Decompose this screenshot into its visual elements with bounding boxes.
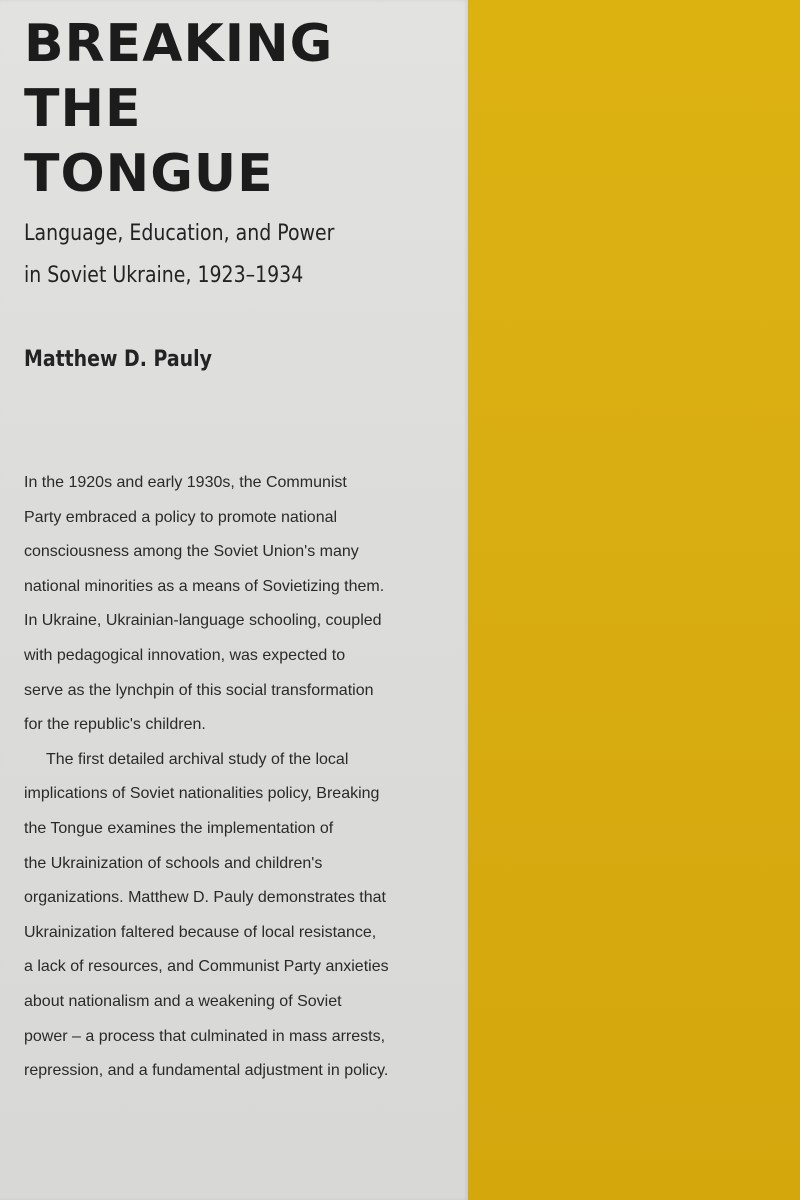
description-line: the Tongue examines the implementation of <box>24 819 334 837</box>
description-paragraph-2 <box>24 743 464 1089</box>
description-line: power – a process that culminated in mass arrests, <box>24 1027 386 1045</box>
description-line: Party embraced a policy to promote national <box>24 508 338 526</box>
description-line: implications of Soviet nationalities policy, Breaking <box>24 785 380 803</box>
description-line: In Ukraine, Ukrainian-language schooling, coupled <box>24 612 382 630</box>
author-name: Matthew D. Pauly <box>24 347 212 372</box>
description-line: about nationalism and a weakening of Soviet <box>24 992 342 1010</box>
description-line: national minorities as a means of Sovietizing them. <box>24 577 385 595</box>
description-line: Ukrainization faltered because of local resistance, <box>24 923 377 941</box>
description-line: with pedagogical innovation, was expected to <box>24 646 346 664</box>
book-title <box>24 12 333 207</box>
title-line: THE <box>24 79 142 139</box>
description-line: for the republic's children. <box>24 716 206 734</box>
description-line: repression, and a fundamental adjustment in policy. <box>24 1062 389 1080</box>
description-line: consciousness among the Soviet Union's many <box>24 543 359 561</box>
book-subtitle <box>24 213 334 297</box>
description-line: In the 1920s and early 1930s, the Communist <box>24 474 347 491</box>
subtitle-line: Language, Education, and Power <box>24 221 335 246</box>
description-line: serve as the lynchpin of this social transformation <box>24 681 374 699</box>
description-line: the Ukrainization of schools and children's <box>24 854 323 872</box>
title-line: BREAKING <box>24 14 334 74</box>
subtitle-line: in Soviet Ukraine, 1923–1934 <box>24 263 304 288</box>
description-paragraph-1 <box>24 466 464 743</box>
yellow-spine-panel <box>468 0 800 1200</box>
description-line: The first detailed archival study of the local <box>46 750 349 768</box>
description-line: a lack of resources, and Communist Party anxieties <box>24 958 389 976</box>
book-description <box>24 466 464 1089</box>
title-line: TONGUE <box>24 144 274 204</box>
description-line: organizations. Matthew D. Pauly demonstrates that <box>24 889 386 907</box>
